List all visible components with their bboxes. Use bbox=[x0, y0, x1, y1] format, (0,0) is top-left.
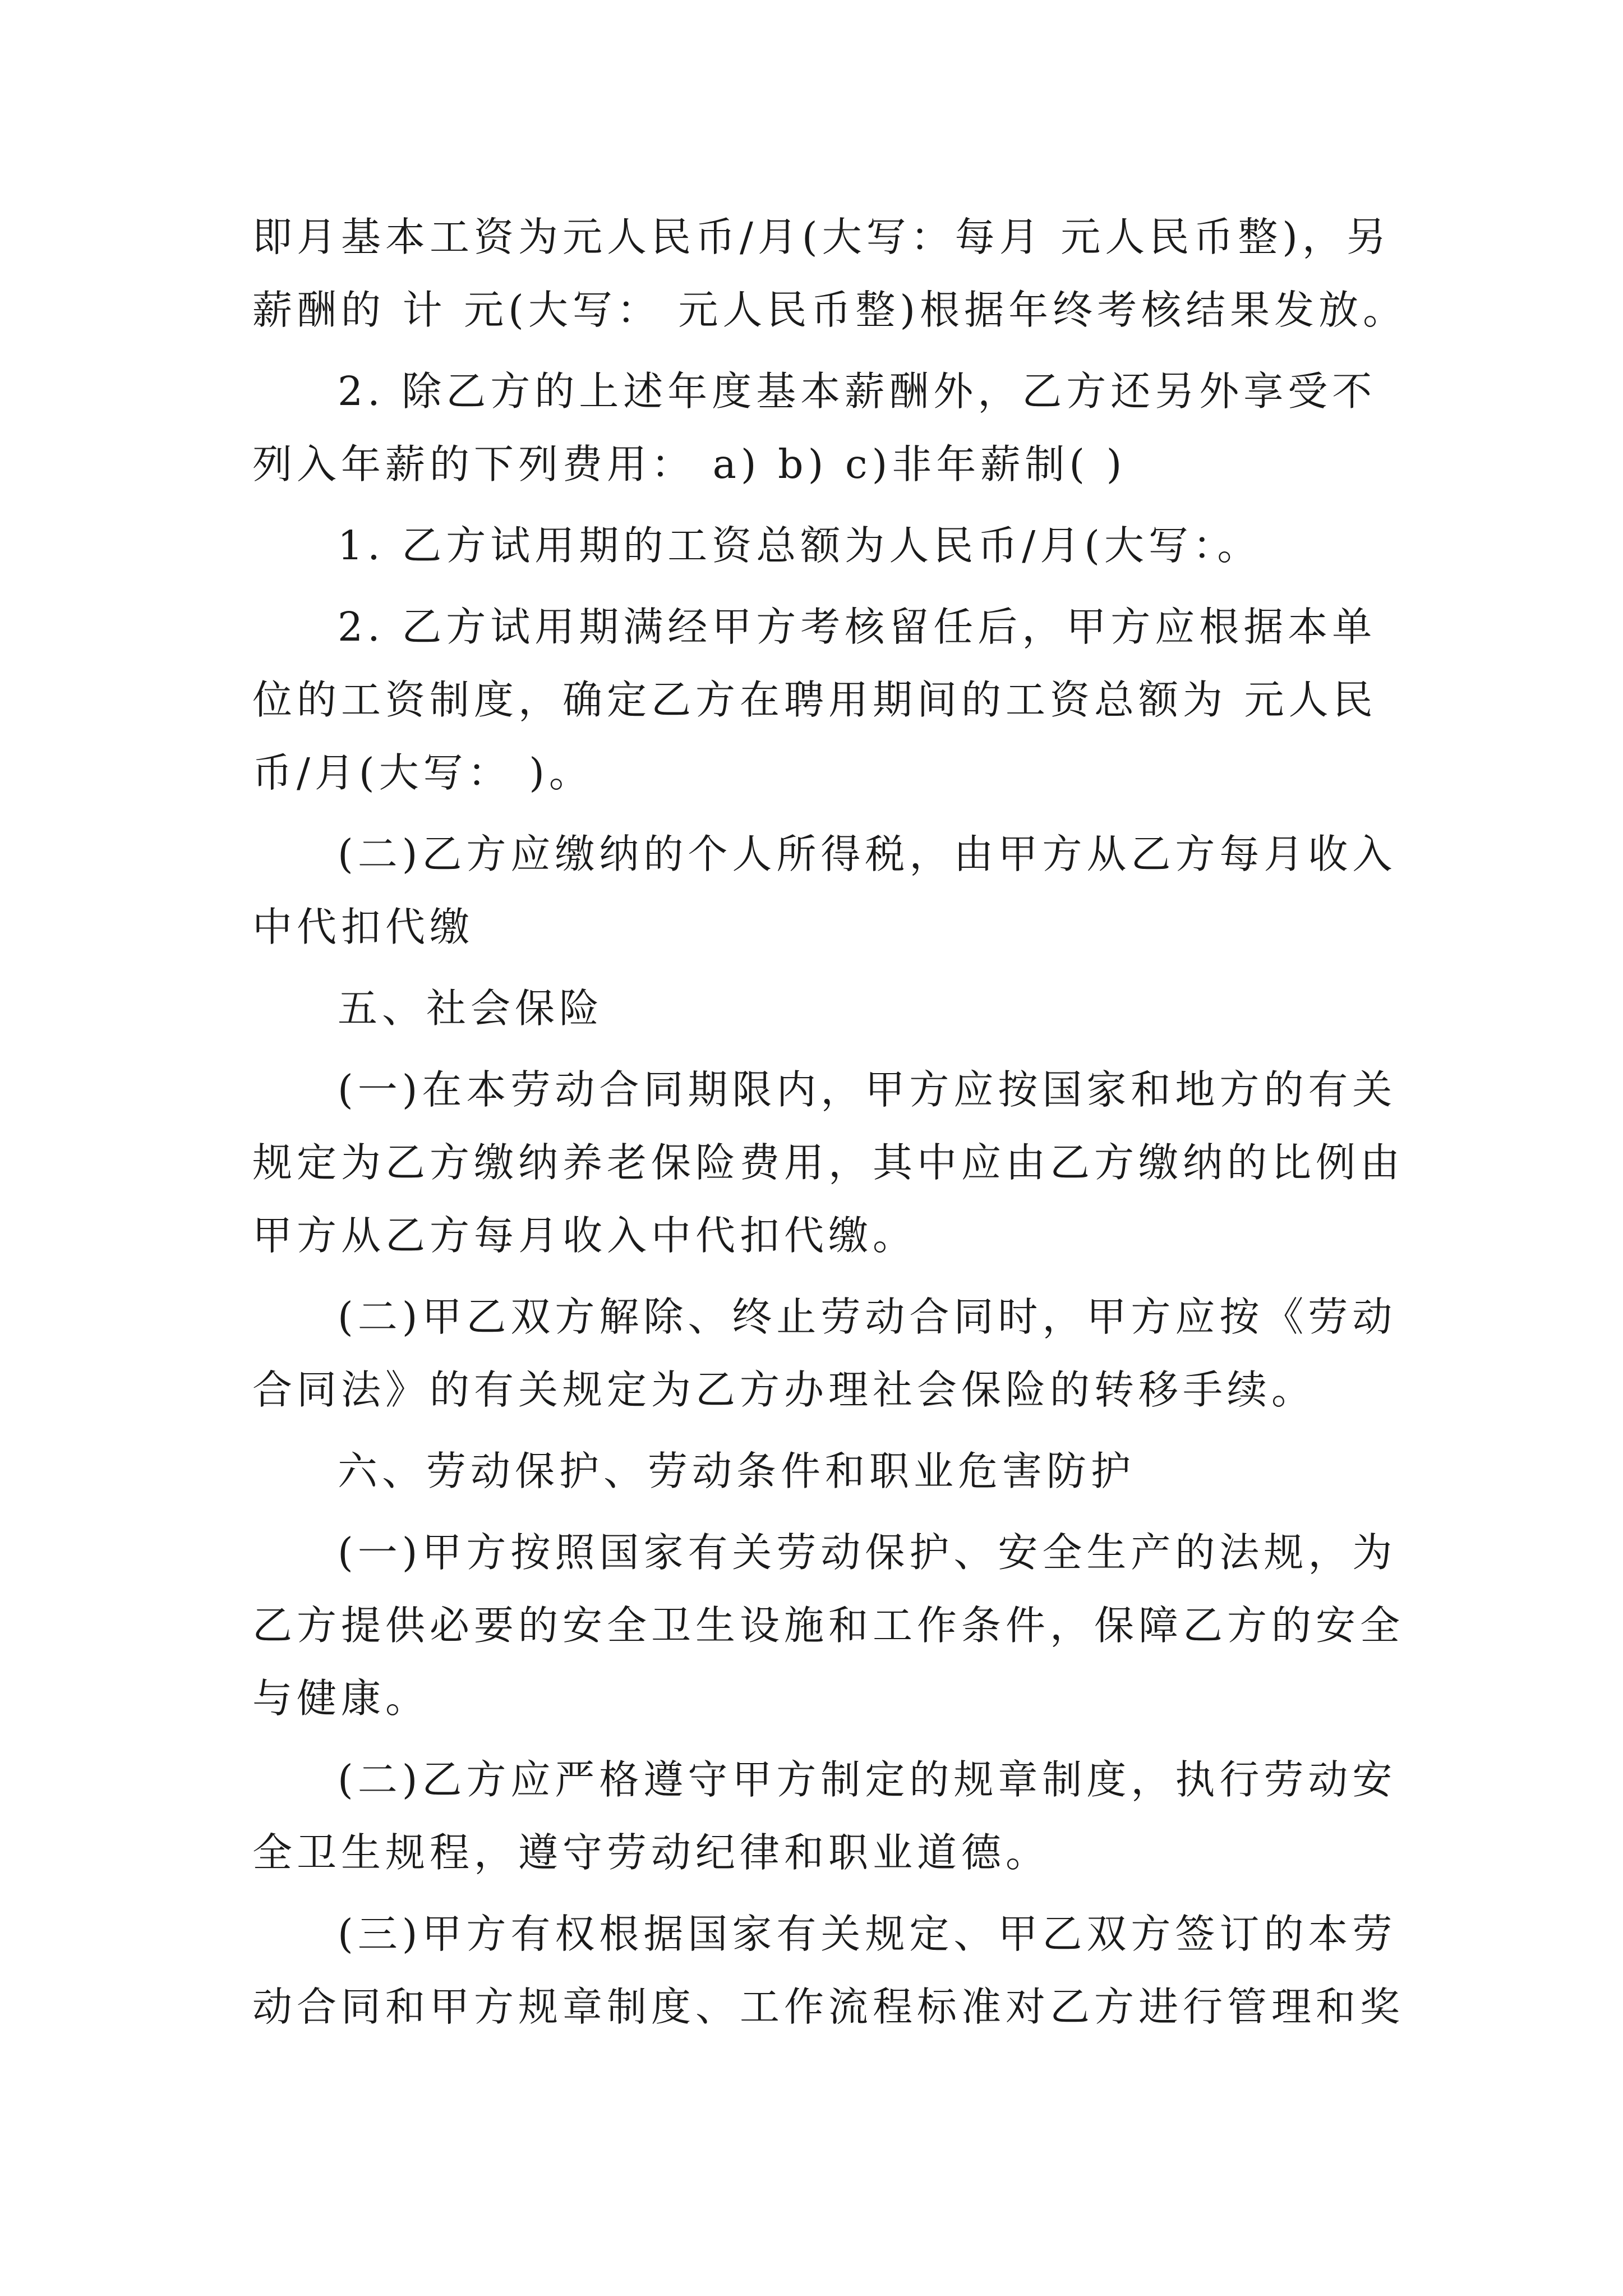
text-line: 甲方从乙方每月收入中代扣代缴。 bbox=[252, 1212, 917, 1259]
text-line: (二)乙方应严格遵守甲方制定的规章制度，执行劳动安 bbox=[338, 1756, 1397, 1803]
text-line: 位的工资制度，确定乙方在聘用期间的工资总额为 元人民 bbox=[252, 677, 1377, 723]
text-line: 2. 乙方试用期满经甲方考核留任后，甲方应根据本单 bbox=[338, 604, 1377, 650]
text-line: 即月基本工资为元人民币/月(大写：每月 元人民币整)，另 bbox=[252, 214, 1391, 260]
text-line: 动合同和甲方规章制度、工作流程标准对乙方进行管理和奖 bbox=[252, 1984, 1405, 2030]
text-line: 币/月(大写： )。 bbox=[252, 749, 593, 796]
text-line: 规定为乙方缴纳养老保险费用，其中应由乙方缴纳的比例由 bbox=[252, 1139, 1405, 1186]
section-heading: 五、社会保险 bbox=[338, 985, 604, 1032]
text-line: 1. 乙方试用期的工资总额为人民币/月(大写：。 bbox=[338, 522, 1262, 569]
text-line: (一)甲方按照国家有关劳动保护、安全生产的法规，为 bbox=[338, 1529, 1397, 1576]
text-line: 合同法》的有关规定为乙方办理社会保险的转移手续。 bbox=[252, 1366, 1316, 1413]
text-line: (二)甲乙双方解除、终止劳动合同时，甲方应按《劳动 bbox=[338, 1294, 1397, 1340]
text-line: 列入年薪的下列费用： a) b) c)非年薪制( ) bbox=[252, 441, 1127, 487]
text-line: 2. 除乙方的上述年度基本薪酬外，乙方还另外享受不 bbox=[338, 368, 1377, 415]
text-line: 中代扣代缴 bbox=[252, 904, 474, 950]
text-line: (二)乙方应缴纳的个人所得税，由甲方从乙方每月收入 bbox=[338, 831, 1397, 877]
text-line: 薪酬的 计 元(大写： 元人民币整)根据年终考核结果发放。 bbox=[252, 287, 1408, 333]
text-line: 全卫生规程，遵守劳动纪律和职业道德。 bbox=[252, 1829, 1050, 1876]
text-line: 与健康。 bbox=[252, 1675, 430, 1722]
text-line: (三)甲方有权根据国家有关规定、甲乙双方签订的本劳 bbox=[338, 1911, 1397, 1957]
section-heading: 六、劳动保护、劳动条件和职业危害防护 bbox=[338, 1448, 1136, 1494]
text-line: 乙方提供必要的安全卫生设施和工作条件，保障乙方的安全 bbox=[252, 1602, 1405, 1649]
text-line: (一)在本劳动合同期限内，甲方应按国家和地方的有关 bbox=[338, 1066, 1397, 1113]
